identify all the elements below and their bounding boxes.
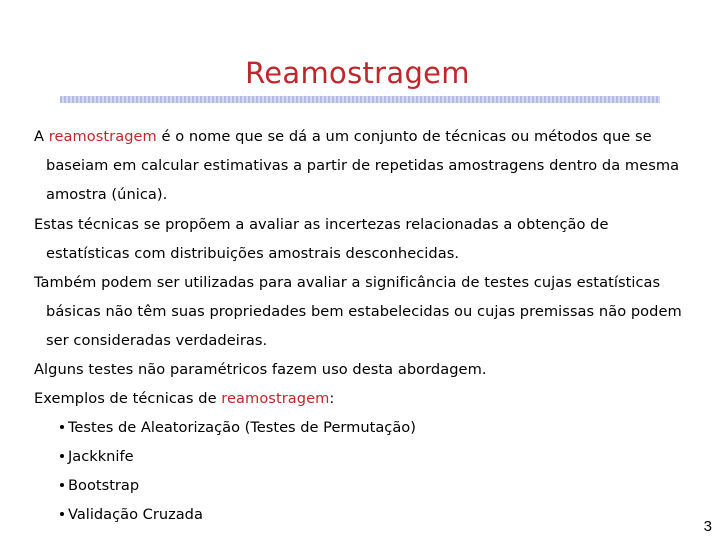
- bullet-item: [60, 506, 203, 523]
- highlighted-term: reamostragem: [221, 390, 330, 407]
- paragraph-1-line-3: amostra (única).: [46, 186, 168, 203]
- text-segment: é o nome que se dá a um conjunto de técnicas ou métodos que se: [156, 128, 652, 145]
- bullet-item: [60, 419, 416, 436]
- paragraph-3-line-3: ser consideradas verdadeiras.: [46, 332, 268, 349]
- bullet-text: Jackknife: [68, 448, 134, 465]
- bullet-dot-icon: [60, 512, 64, 516]
- paragraph-1-line-1: [34, 128, 652, 145]
- paragraph-2-line-2: estatísticas com distribuições amostrais desconhecidas.: [46, 245, 460, 262]
- bullet-dot-icon: [60, 425, 64, 429]
- title-underline-rule: [60, 96, 660, 103]
- paragraph-1-line-2: baseiam em calcular estimativas a partir de repetidas amostragens dentro da mesma: [46, 157, 680, 174]
- bullet-dot-icon: [60, 483, 64, 487]
- bullet-item: [60, 448, 134, 465]
- bullet-text: Bootstrap: [68, 477, 140, 494]
- page-number: 3: [703, 518, 712, 535]
- text-segment: :: [329, 390, 335, 407]
- bullet-text: Validação Cruzada: [68, 506, 203, 523]
- slide-title: Reamostragem: [245, 56, 470, 90]
- paragraph-3-line-2: básicas não têm suas propriedades bem estabelecidas ou cujas premissas não podem: [46, 303, 682, 320]
- text-segment: Exemplos de técnicas de: [34, 390, 222, 407]
- bullet-text: Testes de Aleatorização (Testes de Permutação): [68, 419, 416, 436]
- text-segment: A: [34, 128, 49, 145]
- paragraph-2-line-1: Estas técnicas se propõem a avaliar as incertezas relacionadas a obtenção de: [34, 216, 609, 233]
- bullet-dot-icon: [60, 454, 64, 458]
- highlighted-term: reamostragem: [48, 128, 157, 145]
- bullet-item: [60, 477, 139, 494]
- paragraph-4-line-1: Alguns testes não paramétricos fazem uso desta abordagem.: [34, 361, 487, 378]
- paragraph-5-line-1: [34, 390, 334, 407]
- paragraph-3-line-1: Também podem ser utilizadas para avaliar a significância de testes cujas estatísticas: [34, 274, 661, 291]
